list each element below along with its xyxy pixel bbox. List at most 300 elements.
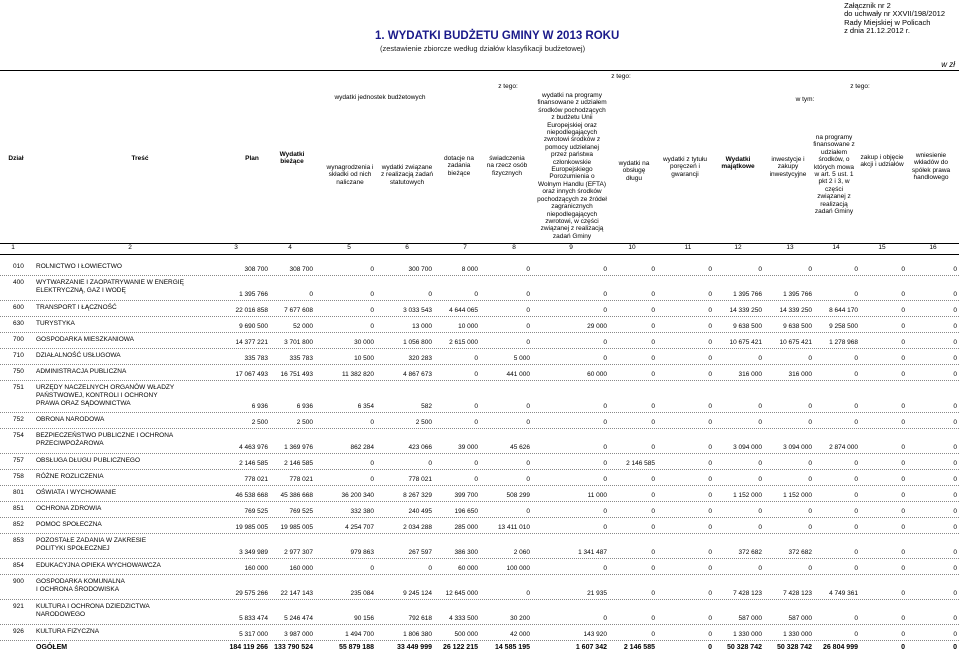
header-swiadczenia: świadczenia na rzecz osób fizycznych: [486, 155, 528, 177]
row-value: 0: [808, 508, 812, 515]
row-value: 0: [854, 476, 858, 483]
table-row: [0, 518, 959, 534]
table-row: [0, 413, 959, 429]
row-value: 0: [953, 371, 957, 378]
column-number: 8: [512, 244, 516, 251]
row-value: 0: [474, 419, 478, 426]
attachment-line-1: Załącznik nr 2: [844, 1, 891, 10]
row-value: 0: [808, 476, 812, 483]
header-dzial: Dział: [8, 155, 24, 162]
row-value: 14 339 250: [729, 307, 762, 314]
row-value: 508 299: [506, 492, 530, 499]
row-value: 0: [526, 403, 530, 410]
row-value: 29 000: [587, 323, 607, 330]
row-value: 979 863: [350, 549, 374, 556]
total-value: 0: [953, 644, 957, 651]
row-value: 6 354: [357, 403, 374, 410]
row-value: 0: [651, 476, 655, 483]
row-value: 0: [953, 307, 957, 314]
table-row: [0, 260, 959, 276]
row-value: 0: [708, 460, 712, 467]
row-value: 2 500: [296, 419, 313, 426]
page-title: 1. WYDATKI BUDŻETU GMINY W 2013 ROKU: [375, 30, 620, 42]
row-name: OŚWIATA I WYCHOWANIE: [36, 489, 117, 496]
row-value: 0: [651, 419, 655, 426]
row-value: 10 000: [458, 323, 478, 330]
row-value: 0: [901, 565, 905, 572]
row-value: 0: [901, 291, 905, 298]
row-value: 1 395 766: [783, 291, 812, 298]
row-value: 1 330 000: [733, 631, 762, 638]
row-value: 0: [854, 565, 858, 572]
attachment-line-3: Rady Miejskiej w Policach: [844, 17, 931, 27]
row-value: 0: [708, 403, 712, 410]
row-value: 0: [708, 565, 712, 572]
row-value: 423 066: [408, 444, 432, 451]
table-row: [0, 534, 959, 559]
row-value: 0: [953, 565, 957, 572]
row-value: 0: [474, 460, 478, 467]
row-name: OBRONA NARODOWA: [36, 416, 105, 423]
row-value: 13 411 010: [497, 524, 530, 531]
row-value: 399 700: [454, 492, 478, 499]
row-value: 0: [953, 476, 957, 483]
row-value: 0: [901, 419, 905, 426]
row-value: 2 060: [513, 549, 530, 556]
total-value: 0: [901, 644, 905, 651]
row-value: 0: [854, 492, 858, 499]
row-value: 0: [808, 355, 812, 362]
row-value: 11 382 820: [341, 371, 374, 378]
row-value: 0: [758, 355, 762, 362]
row-value: 0: [708, 476, 712, 483]
table-row: [0, 429, 959, 454]
row-value: 5 833 474: [239, 615, 268, 622]
row-name: WYTWARZANIE I ZAOPATRYWANIE W ENERGIĘ ELEKTRYCZNĄ, GAZ I WODĘ: [36, 279, 184, 294]
row-value: 0: [708, 492, 712, 499]
row-value: 4 254 707: [345, 524, 374, 531]
row-value: 0: [370, 291, 374, 298]
row-value: 0: [708, 631, 712, 638]
row-name: POZOSTAŁE ZADANIA W ZAKRESIE POLITYKI SPOŁECZNEJ: [36, 537, 147, 552]
table-row: [0, 470, 959, 486]
row-value: 0: [603, 565, 607, 572]
column-number: 4: [288, 244, 292, 251]
row-value: 21 935: [587, 590, 607, 597]
row-code: 751: [13, 384, 24, 391]
row-value: 6 936: [296, 403, 313, 410]
row-value: 0: [708, 355, 712, 362]
row-value: 2 500: [251, 419, 268, 426]
row-value: 1 278 968: [829, 339, 858, 346]
row-value: 7 428 123: [733, 590, 762, 597]
row-value: 0: [808, 565, 812, 572]
row-code: 758: [13, 473, 24, 480]
row-value: 0: [758, 403, 762, 410]
row-name: TURYSTYKA: [36, 320, 75, 327]
row-value: 0: [953, 291, 957, 298]
table-row: [0, 333, 959, 349]
row-value: 36 200 340: [341, 492, 374, 499]
row-value: 0: [526, 323, 530, 330]
header-inwestycje: inwestycje i zakupy inwestycyjne: [769, 156, 807, 178]
row-value: 0: [651, 307, 655, 314]
row-value: 0: [708, 291, 712, 298]
table-row: [0, 317, 959, 333]
table-row: [0, 365, 959, 381]
row-value: 0: [708, 339, 712, 346]
row-name: GOSPODARKA MIESZKANIOWA: [36, 336, 134, 343]
row-value: 0: [651, 524, 655, 531]
row-value: 335 783: [289, 355, 313, 362]
row-value: 0: [526, 419, 530, 426]
total-value: 0: [708, 644, 712, 651]
row-value: 769 525: [244, 508, 268, 515]
row-value: 320 283: [408, 355, 432, 362]
header-wynagrodzenia: wynagrodzenia i składki od nich naliczane: [326, 164, 374, 186]
row-value: 12 645 000: [445, 590, 478, 597]
row-value: 196 650: [454, 508, 478, 515]
header-z-tego-main: z tego:: [611, 73, 631, 80]
row-value: 0: [603, 355, 607, 362]
row-value: 0: [708, 307, 712, 314]
row-value: 90 156: [354, 615, 374, 622]
row-value: 0: [901, 549, 905, 556]
header-z-tego-biezace: z tego:: [498, 83, 518, 90]
column-number: 6: [405, 244, 409, 251]
row-value: 285 000: [454, 524, 478, 531]
row-value: 0: [901, 355, 905, 362]
row-value: 0: [708, 371, 712, 378]
row-value: 0: [708, 524, 712, 531]
row-value: 0: [651, 590, 655, 597]
row-value: 1 395 766: [733, 291, 762, 298]
row-value: 2 034 288: [403, 524, 432, 531]
row-value: 769 525: [289, 508, 313, 515]
total-value: 33 449 999: [396, 644, 432, 651]
row-value: 0: [708, 444, 712, 451]
row-value: 0: [758, 266, 762, 273]
column-number: 16: [929, 244, 937, 251]
row-value: 0: [901, 323, 905, 330]
row-name: TRANSPORT I ŁĄCZNOŚĆ: [36, 304, 117, 311]
row-value: 0: [526, 291, 530, 298]
row-value: 2 615 000: [449, 339, 478, 346]
row-value: 441 000: [506, 371, 530, 378]
row-value: 0: [428, 291, 432, 298]
row-value: 0: [474, 291, 478, 298]
row-value: 3 349 989: [239, 549, 268, 556]
row-value: 2 977 307: [284, 549, 313, 556]
row-value: 0: [651, 291, 655, 298]
row-value: 14 339 250: [779, 307, 812, 314]
row-value: 587 000: [738, 615, 762, 622]
header-z-tego-majatkowe: z tego:: [850, 83, 870, 90]
row-value: 0: [370, 307, 374, 314]
row-value: 3 033 543: [403, 307, 432, 314]
header-plan: Plan: [245, 155, 259, 162]
row-value: 0: [651, 444, 655, 451]
row-value: 0: [603, 403, 607, 410]
row-value: 5 246 474: [284, 615, 313, 622]
row-value: 0: [474, 355, 478, 362]
row-value: 0: [651, 549, 655, 556]
column-number: 11: [684, 244, 692, 251]
row-value: 0: [651, 355, 655, 362]
row-value: 778 021: [408, 476, 432, 483]
table-row: [0, 349, 959, 365]
row-value: 42 000: [510, 631, 530, 638]
row-name: RÓŻNE ROZLICZENIA: [36, 473, 104, 480]
row-value: 0: [651, 403, 655, 410]
row-value: 45 626: [510, 444, 530, 451]
row-value: 778 021: [289, 476, 313, 483]
row-value: 7 677 608: [284, 307, 313, 314]
row-value: 2 874 000: [829, 444, 858, 451]
row-value: 308 700: [244, 266, 268, 273]
row-name: ADMINISTRACJA PUBLICZNA: [36, 368, 127, 375]
table-row: [0, 486, 959, 502]
row-value: 9 258 500: [829, 323, 858, 330]
row-value: 11 000: [587, 492, 607, 499]
row-name: GOSPODARKA KOMUNALNA I OCHRONA ŚRODOWISKA: [36, 578, 125, 593]
row-value: 0: [651, 615, 655, 622]
header-poreczenia: wydatki z tytułu poręczeń i gwarancji: [662, 156, 708, 178]
row-value: 308 700: [289, 266, 313, 273]
row-value: 29 575 266: [235, 590, 268, 597]
table-row: [0, 600, 959, 625]
column-number: 5: [347, 244, 351, 251]
row-value: 0: [603, 444, 607, 451]
row-value: 0: [808, 460, 812, 467]
row-name: KULTURA FIZYCZNA: [36, 628, 100, 635]
total-value: 2 146 585: [623, 644, 655, 651]
header-wniesienie: wniesienie wkładów do spółek prawa handlowego: [911, 152, 951, 182]
row-code: 010: [13, 263, 24, 270]
row-name: OCHRONA ZDROWIA: [36, 505, 102, 512]
row-code: 752: [13, 416, 24, 423]
row-value: 0: [953, 492, 957, 499]
header-wydatki-biezace: Wydatki bieżące: [279, 151, 305, 166]
row-value: 0: [474, 476, 478, 483]
row-value: 0: [708, 508, 712, 515]
row-value: 0: [370, 323, 374, 330]
row-value: 22 016 858: [235, 307, 268, 314]
row-value: 0: [474, 403, 478, 410]
row-value: 0: [474, 371, 478, 378]
row-value: 60 000: [587, 371, 607, 378]
row-value: 0: [651, 565, 655, 572]
row-value: 0: [854, 508, 858, 515]
row-value: 0: [953, 460, 957, 467]
row-value: 0: [854, 403, 858, 410]
row-value: 587 000: [788, 615, 812, 622]
row-value: 862 284: [350, 444, 374, 451]
row-value: 1 494 700: [345, 631, 374, 638]
row-value: 792 618: [408, 615, 432, 622]
row-value: 316 000: [738, 371, 762, 378]
row-value: 0: [708, 323, 712, 330]
row-value: 10 675 421: [729, 339, 762, 346]
row-value: 0: [953, 549, 957, 556]
row-value: 300 700: [408, 266, 432, 273]
row-value: 100 000: [506, 565, 530, 572]
row-value: 8 644 170: [829, 307, 858, 314]
row-value: 7 428 123: [783, 590, 812, 597]
row-value: 0: [370, 476, 374, 483]
row-code: 710: [13, 352, 24, 359]
row-value: 13 000: [412, 323, 432, 330]
row-value: 0: [901, 371, 905, 378]
row-value: 0: [651, 371, 655, 378]
row-value: 0: [603, 266, 607, 273]
row-value: 0: [953, 444, 957, 451]
row-name: BEZPIECZEŃSTWO PUBLICZNE I OCHRONA PRZECIWPOŻAROWA: [36, 432, 174, 447]
row-value: 0: [901, 615, 905, 622]
row-name: DZIAŁALNOŚĆ USŁUGOWA: [36, 352, 121, 359]
row-value: 0: [953, 323, 957, 330]
row-value: 0: [808, 419, 812, 426]
column-number: 3: [234, 244, 238, 251]
row-value: 0: [854, 615, 858, 622]
row-value: 30 200: [510, 615, 530, 622]
total-value: 1 607 342: [575, 644, 607, 651]
total-value: 14 585 195: [494, 644, 530, 651]
row-value: 0: [953, 419, 957, 426]
row-value: 0: [758, 460, 762, 467]
row-value: 1 152 000: [733, 492, 762, 499]
header-majatkowe: Wydatki majątkowe: [721, 156, 755, 171]
row-value: 0: [808, 266, 812, 273]
row-value: 335 783: [244, 355, 268, 362]
row-value: 52 000: [293, 323, 313, 330]
header-obsluga-dlugu: wydatki na obsługę długu: [618, 160, 650, 182]
row-value: 0: [309, 291, 313, 298]
row-value: 0: [953, 403, 957, 410]
row-code: 600: [13, 304, 24, 311]
table-row: [0, 502, 959, 518]
row-code: 921: [13, 603, 24, 610]
table-row: [0, 276, 959, 301]
header-top-line: [0, 70, 959, 71]
row-value: 17 067 493: [235, 371, 268, 378]
row-value: 0: [901, 590, 905, 597]
row-value: 0: [758, 419, 762, 426]
row-name: POMOC SPOŁECZNA: [36, 521, 102, 528]
row-value: 0: [603, 460, 607, 467]
header-zwiazane-statutowe: wydatki związane z realizacją zadań statutowych: [380, 164, 434, 186]
header-zakup-akcji: zakup i objęcie akcji i udziałów: [860, 154, 904, 169]
column-number: 10: [628, 244, 636, 251]
row-name: KULTURA I OCHRONA DZIEDZICTWA NARODOWEGO: [36, 603, 150, 618]
row-value: 0: [854, 371, 858, 378]
row-value: 0: [953, 590, 957, 597]
row-value: 316 000: [788, 371, 812, 378]
column-number: 2: [128, 244, 132, 251]
row-value: 0: [526, 339, 530, 346]
row-name: URZĘDY NACZELNYCH ORGANÓW WŁADZY PAŃSTWOWEJ, KONTROLI I OCHRONY PRAWA ORAZ SĄDOWNICTWA: [36, 384, 175, 407]
row-value: 8 000: [461, 266, 478, 273]
row-value: 0: [953, 339, 957, 346]
row-value: 0: [758, 524, 762, 531]
row-code: 900: [13, 578, 24, 585]
column-number: 15: [878, 244, 886, 251]
row-value: 4 463 976: [239, 444, 268, 451]
row-value: 0: [901, 460, 905, 467]
row-value: 0: [953, 631, 957, 638]
row-value: 3 094 000: [733, 444, 762, 451]
row-value: 19 985 005: [280, 524, 313, 531]
row-value: 0: [708, 590, 712, 597]
row-value: 0: [758, 476, 762, 483]
data-table: [0, 260, 959, 641]
row-value: 1 806 380: [403, 631, 432, 638]
row-code: 750: [13, 368, 24, 375]
row-value: 386 300: [454, 549, 478, 556]
row-value: 240 495: [408, 508, 432, 515]
row-value: 1 395 766: [239, 291, 268, 298]
row-value: 9 690 500: [239, 323, 268, 330]
column-numbers-line: [0, 254, 959, 255]
attachment-line-2: do uchwały nr XXVII/198/2012: [844, 9, 945, 19]
row-name: OBSŁUGA DŁUGU PUBLICZNEGO: [36, 457, 141, 464]
row-value: 0: [651, 339, 655, 346]
row-value: 267 597: [408, 549, 432, 556]
table-row: [0, 625, 959, 641]
row-value: 372 682: [788, 549, 812, 556]
table-row: [0, 454, 959, 470]
row-code: 852: [13, 521, 24, 528]
row-value: 0: [603, 508, 607, 515]
row-value: 1 341 487: [578, 549, 607, 556]
row-value: 0: [854, 631, 858, 638]
row-value: 19 985 005: [235, 524, 268, 531]
table-row: [0, 559, 959, 575]
row-value: 4 867 673: [403, 371, 432, 378]
row-code: 400: [13, 279, 24, 286]
table-row: [0, 575, 959, 600]
total-label: OGÓŁEM: [36, 644, 68, 651]
header-programy-inwestycyjne: na programy finansowane z udziałem środków, o których mowa w art. 5 ust. 1 pkt 2 i 3, w części związanej z realizacją zadań Gminy: [813, 134, 855, 216]
table-row: [0, 301, 959, 317]
row-value: 0: [708, 419, 712, 426]
header-w-tym: w tym:: [795, 96, 815, 103]
row-value: 0: [854, 355, 858, 362]
row-value: 16 751 493: [280, 371, 313, 378]
row-name: EDUKACYJNA OPIEKA WYCHOWAWCZA: [36, 562, 161, 569]
attachment-line-4: z dnia 21.12.2012 r.: [844, 25, 910, 35]
row-value: 46 538 668: [235, 492, 268, 499]
row-value: 0: [901, 403, 905, 410]
row-value: 0: [901, 524, 905, 531]
row-value: 1 056 800: [403, 339, 432, 346]
row-value: 0: [953, 524, 957, 531]
row-code: 926: [13, 628, 24, 635]
row-value: 0: [651, 631, 655, 638]
total-row: [0, 644, 959, 655]
unit-label: w zł: [941, 60, 955, 69]
row-value: 45 386 668: [280, 492, 313, 499]
row-value: 10 675 421: [779, 339, 812, 346]
row-value: 6 936: [251, 403, 268, 410]
row-value: 0: [758, 508, 762, 515]
header-wydatki-jednostek: wydatki jednostek budżetowych: [334, 94, 426, 101]
row-value: 0: [526, 266, 530, 273]
row-value: 582: [421, 403, 432, 410]
row-value: 0: [854, 419, 858, 426]
column-number: 1: [11, 244, 15, 251]
row-value: 2 500: [415, 419, 432, 426]
